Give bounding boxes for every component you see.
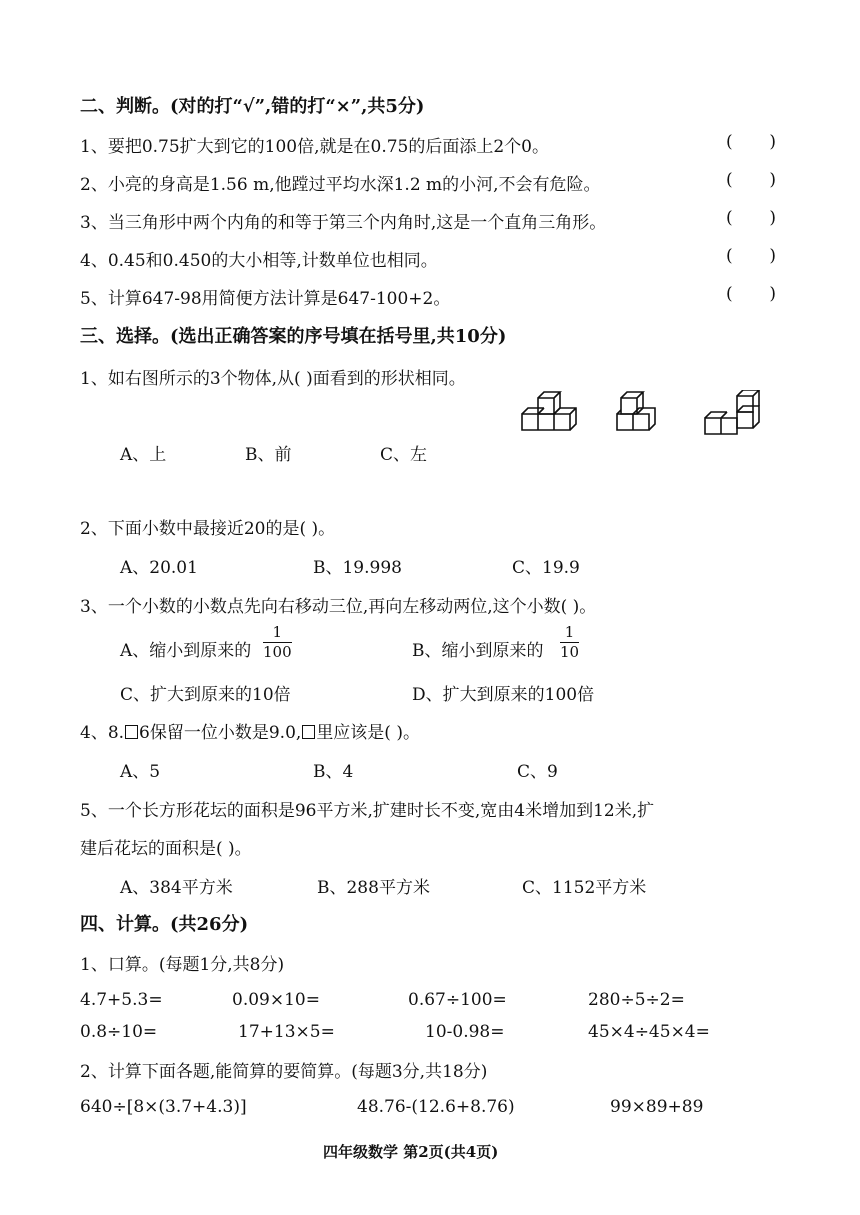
cube-figure-2	[615, 390, 671, 442]
choice-q3-text: 3、一个小数的小数点先向右移动三位,再向左移动两位,这个小数( )。	[80, 597, 597, 617]
choice-q1-text: 1、如右图所示的3个物体,从( )面看到的形状相同。	[80, 369, 466, 389]
oral-calc-item: 280÷5÷2=	[588, 990, 685, 1010]
fraction-1-10: 1 10	[560, 623, 580, 661]
choice-q3-option-a[interactable]: A、缩小到原来的	[120, 641, 252, 661]
answer-paren-2[interactable]: ( )	[726, 170, 776, 190]
choice-q3-option-b[interactable]: B、缩小到原来的	[412, 641, 544, 661]
oral-calc-item: 0.67÷100=	[408, 990, 507, 1010]
section-2-heading: 二、判断。(对的打“√”,错的打“×”,共5分)	[80, 96, 425, 117]
choice-q3-option-c[interactable]: C、扩大到原来的10倍	[120, 685, 291, 705]
fraction-1-100: 1 100	[263, 623, 292, 661]
oral-calc-item: 0.09×10=	[232, 990, 320, 1010]
calc-item-1: 640÷[8×(3.7+4.3)]	[80, 1097, 247, 1117]
blank-box-icon	[302, 725, 315, 739]
section-3-heading: 三、选择。(选出正确答案的序号填在括号里,共10分)	[80, 326, 507, 347]
answer-paren-1[interactable]: ( )	[726, 132, 776, 152]
oral-calc-item: 0.8÷10=	[80, 1022, 158, 1042]
choice-q2-option-b[interactable]: B、19.998	[313, 558, 402, 578]
oral-calc-item: 4.7+5.3=	[80, 990, 163, 1010]
oral-calc-item: 10-0.98=	[425, 1022, 505, 1042]
oral-calc-item: 45×4÷45×4=	[588, 1022, 710, 1042]
choice-q1-option-a[interactable]: A、上	[120, 445, 167, 465]
choice-q2-option-a[interactable]: A、20.01	[120, 558, 198, 578]
choice-q2-text: 2、下面小数中最接近20的是( )。	[80, 519, 336, 539]
judge-item-2: 2、小亮的身高是1.56 m,他蹚过平均水深1.2 m的小河,不会有危险。	[80, 175, 601, 195]
choice-q4-text: 4、8. 6保留一位小数是9.0, 里应该是( )。	[80, 723, 420, 743]
judge-item-1: 1、要把0.75扩大到它的100倍,就是在0.75的后面添上2个0。	[80, 137, 550, 157]
choice-q4-option-b[interactable]: B、4	[313, 762, 354, 782]
cube-figure-1	[520, 390, 580, 442]
calc-subheading: 2、计算下面各题,能简算的要简算。(每题3分,共18分)	[80, 1062, 488, 1082]
choice-q1-option-b[interactable]: B、前	[245, 445, 292, 465]
answer-paren-3[interactable]: ( )	[726, 208, 776, 228]
judge-item-4: 4、0.45和0.450的大小相等,计数单位也相同。	[80, 251, 438, 271]
choice-q4-option-a[interactable]: A、5	[120, 762, 161, 782]
judge-item-5: 5、计算647-98用简便方法计算是647-100+2。	[80, 289, 451, 309]
choice-q5-line-2: 建后花坛的面积是( )。	[80, 839, 252, 859]
blank-box-icon	[125, 725, 138, 739]
cube-figure-3	[703, 390, 763, 446]
oral-calc-subheading: 1、口算。(每题1分,共8分)	[80, 955, 285, 975]
choice-q3-option-d[interactable]: D、扩大到原来的100倍	[412, 685, 595, 705]
choice-q1-option-c[interactable]: C、左	[380, 445, 428, 465]
choice-q5-option-b[interactable]: B、288平方米	[317, 878, 430, 898]
choice-q5-option-a[interactable]: A、384平方米	[120, 878, 233, 898]
answer-paren-5[interactable]: ( )	[726, 284, 776, 304]
choice-q4-option-c[interactable]: C、9	[517, 762, 558, 782]
choice-q5-option-c[interactable]: C、1152平方米	[522, 878, 647, 898]
calc-item-2: 48.76-(12.6+8.76)	[357, 1097, 515, 1117]
oral-calc-item: 17+13×5=	[238, 1022, 335, 1042]
choice-q5-line-1: 5、一个长方形花坛的面积是96平方米,扩建时长不变,宽由4米增加到12米,扩	[80, 801, 655, 821]
page-footer: 四年级数学 第2页(共4页)	[323, 1143, 499, 1161]
answer-paren-4[interactable]: ( )	[726, 246, 776, 266]
calc-item-3: 99×89+89	[610, 1097, 704, 1117]
choice-q2-option-c[interactable]: C、19.9	[512, 558, 580, 578]
judge-item-3: 3、当三角形中两个内角的和等于第三个内角时,这是一个直角三角形。	[80, 213, 607, 233]
section-4-heading: 四、计算。(共26分)	[80, 914, 249, 935]
